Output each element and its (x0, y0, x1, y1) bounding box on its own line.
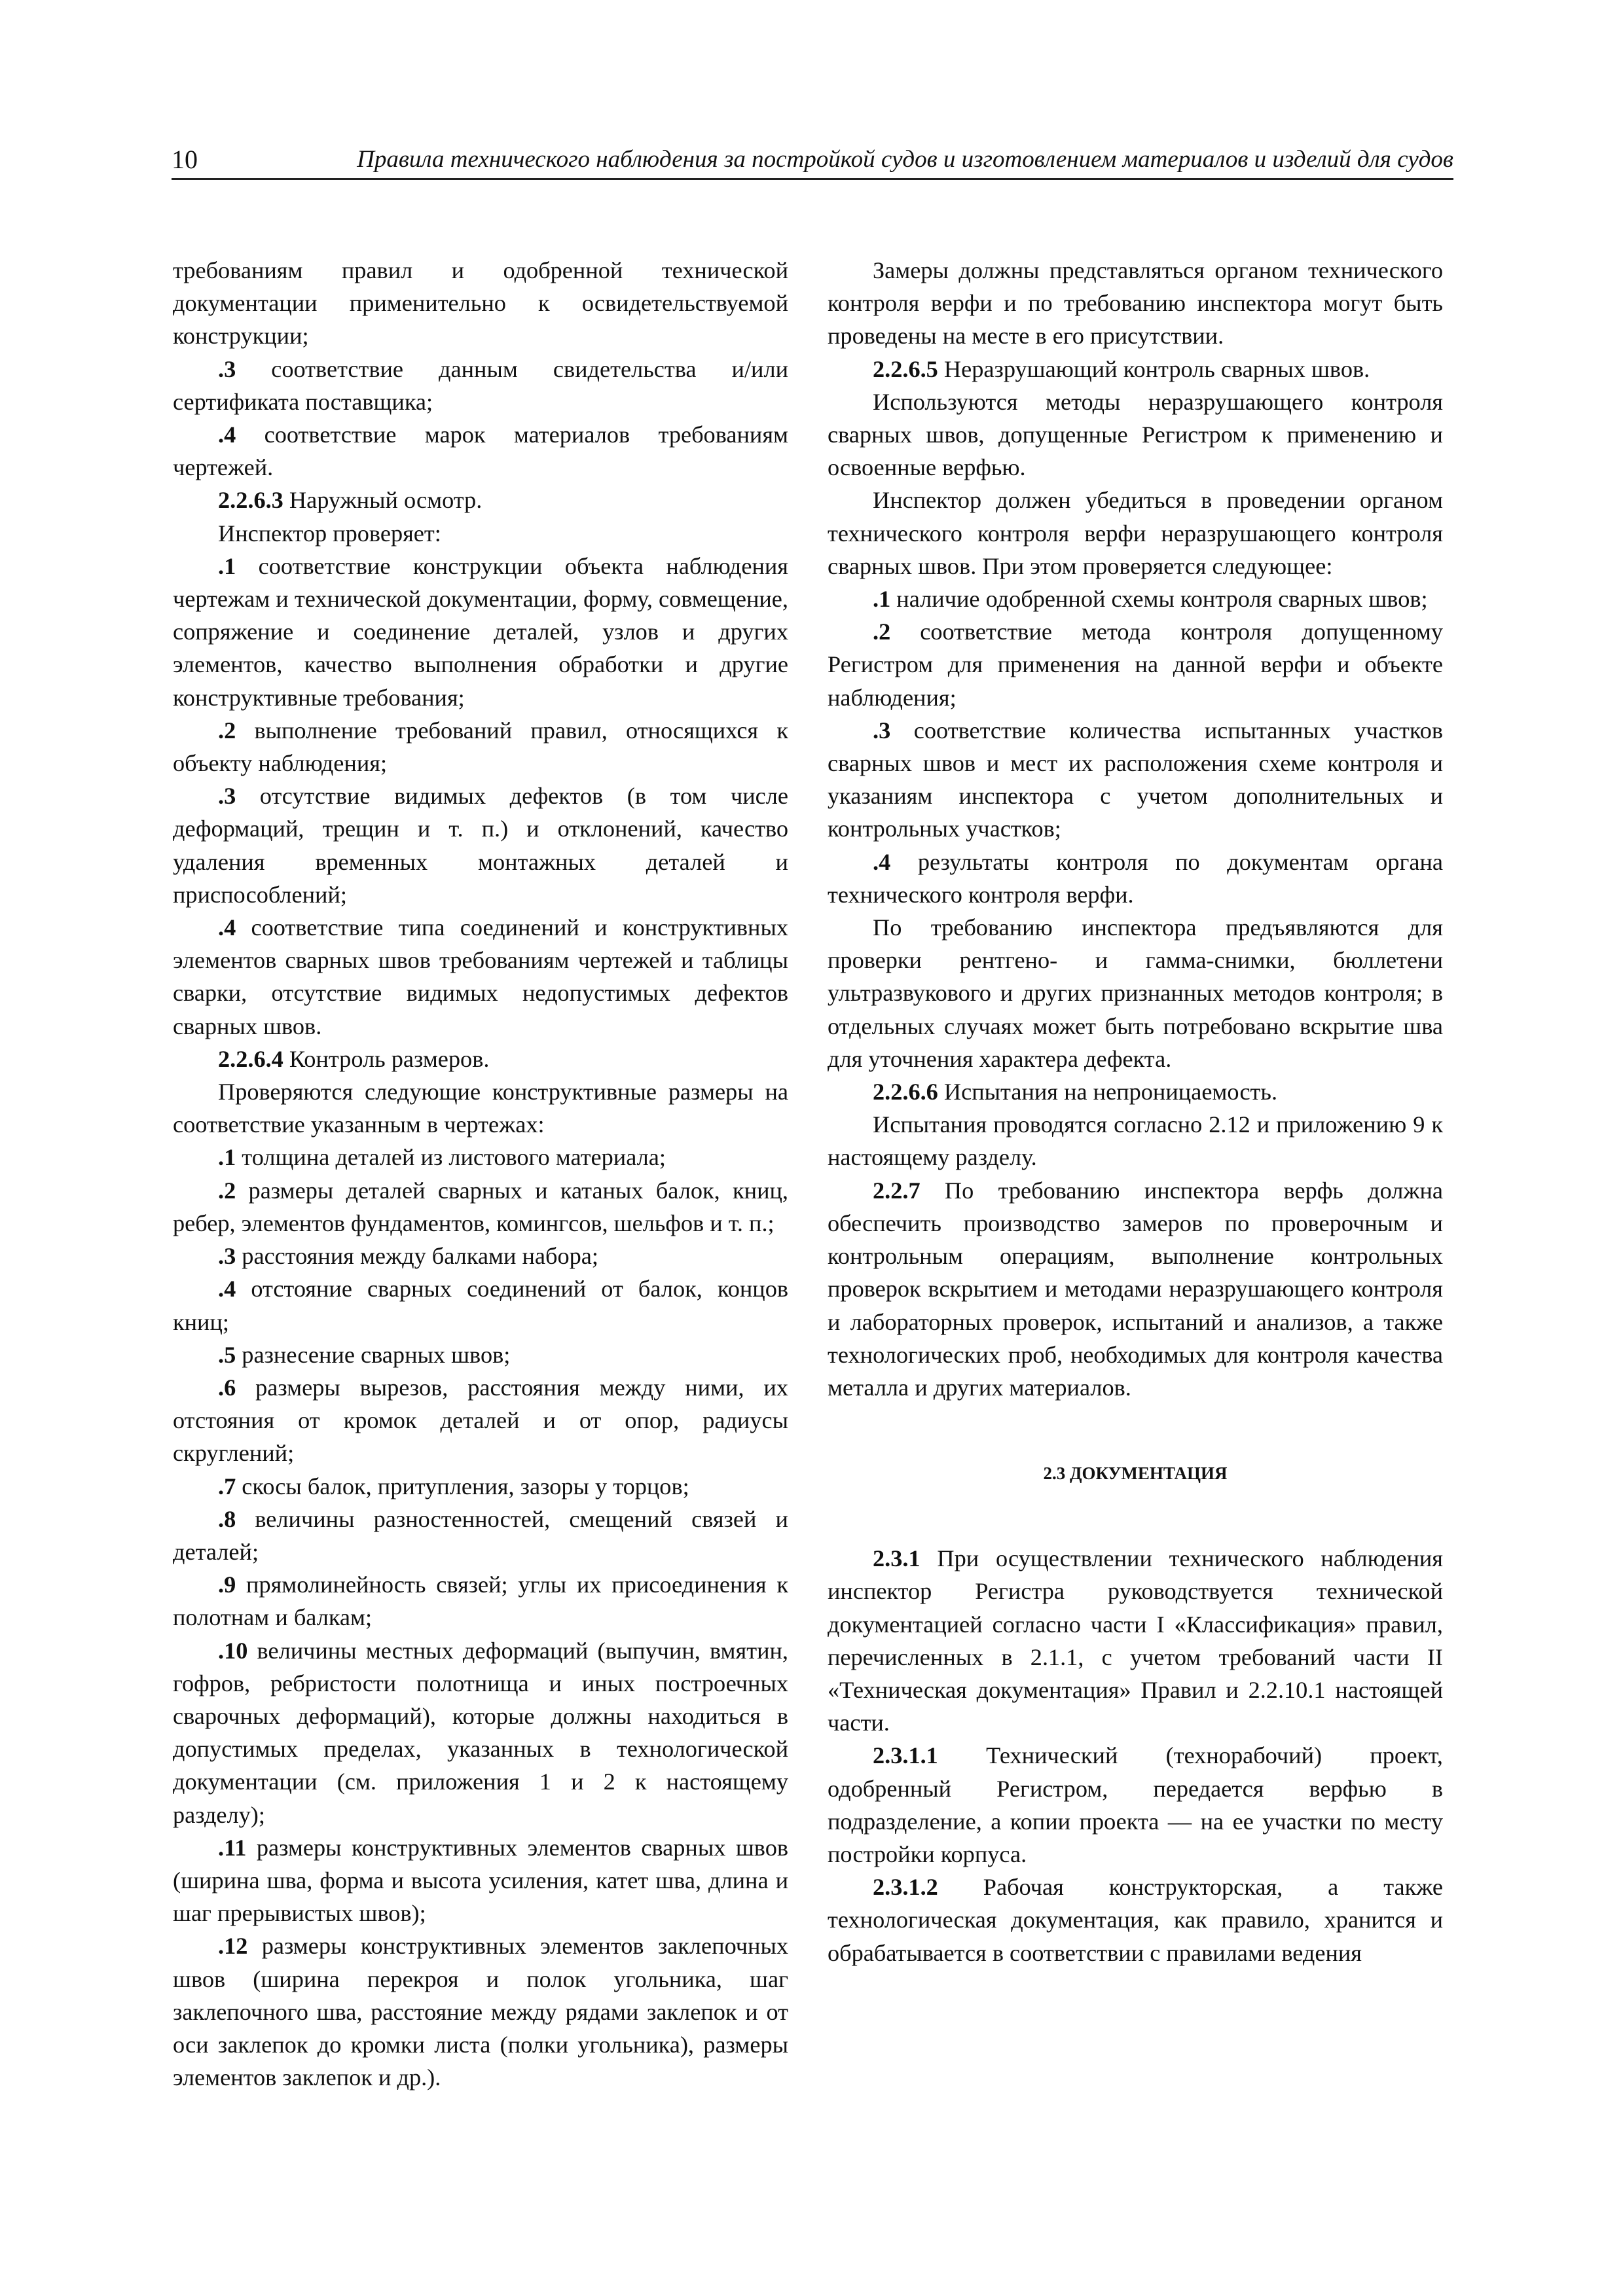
paragraph (828, 1871, 1443, 1969)
right-column-top (828, 254, 1443, 1404)
paragraph (173, 1568, 788, 1634)
clause-number: .3 (218, 1243, 236, 1270)
clause-number: .3 (218, 783, 236, 810)
clause-number: .10 (218, 1637, 248, 1664)
running-header (172, 139, 1453, 180)
paragraph-text: При осуществлении технического наблюдения инспектор Регистра руководствуется технической документацией согласно части I «Классификация» правил, перечисленных в 2.1.1, с учетом требований части II «Техническая документация» Правил и 2.2.10.1 настоящей части. (828, 1545, 1443, 1736)
paragraph-text: соответствие марок материалов требованиям чертежей. (173, 422, 788, 481)
clause-number: .2 (873, 619, 891, 645)
clause-number: .12 (218, 1933, 248, 1960)
paragraph (828, 1739, 1443, 1871)
paragraph (828, 911, 1443, 1075)
clause-number: 2.3.1 (873, 1545, 921, 1572)
paragraph (173, 1338, 788, 1371)
paragraph-text: Инспектор проверяет: (218, 520, 441, 547)
paragraph (828, 1075, 1443, 1108)
paragraph (173, 254, 788, 353)
paragraph-text: толщина деталей из листового материала; (236, 1144, 666, 1171)
paragraph-text: размеры вырезов, расстояния между ними, их отстояния от кромок деталей и от опор, радиусы скруглений; (173, 1374, 788, 1467)
clause-number: .2 (218, 717, 236, 744)
right-column-bottom (828, 1542, 1443, 1969)
paragraph-text: прямолинейность связей; углы их присоединения к полотнам и балкам; (173, 1571, 788, 1631)
clause-number: .4 (218, 422, 236, 448)
paragraph-text: Испытания проводятся согласно 2.12 и приложению 9 к настоящему разделу. (828, 1111, 1443, 1171)
paragraph (173, 1929, 788, 2094)
paragraph-text: отсутствие видимых дефектов (в том числе деформаций, трещин и т. п.) и отклонений, качество удаления временных монтажных деталей и приспособлений; (173, 783, 788, 908)
paragraph-text: результаты контроля по документам органа технического контроля верфи. (828, 848, 1443, 908)
clause-number: 2.3.1.2 (873, 1874, 938, 1901)
paragraph (173, 1141, 788, 1174)
clause-number: 2.3.1.1 (873, 1742, 938, 1769)
clause-number: .4 (218, 914, 236, 941)
paragraph (828, 583, 1443, 615)
paragraph-text: разнесение сварных швов; (236, 1341, 511, 1368)
paragraph-text: отстояние сварных соединений от балок, концов книц; (173, 1276, 788, 1335)
clause-number: .11 (218, 1834, 247, 1861)
paragraph-text: размеры деталей сварных и катаных балок, книц, ребер, элементов фундаментов, комингсов, шельфов и т. п.; (173, 1177, 788, 1236)
paragraph-text: Рабочая конструкторская, а также технологическая документация, как правило, хранится и обрабатывается в соответствии с правилами ведения (828, 1874, 1443, 1966)
paragraph-text: По требованию инспектора верфь должна обеспечить производство замеров по проверочным и контрольным операциям, выполнение контрольных проверок вскрытием и методами неразрушающего контроля и лабораторных проверок, испытаний и анализов, а также технологических проб, необходимых для контроля качества металла и других материалов. (828, 1177, 1443, 1401)
paragraph (173, 1470, 788, 1503)
paragraph (173, 550, 788, 714)
paragraph-text: Используются методы неразрушающего контроля сварных швов, допущенные Регистром к применению и освоенные верфью. (828, 388, 1443, 481)
paragraph-text: Испытания на непроницаемость. (938, 1079, 1278, 1105)
clause-number: .3 (218, 355, 236, 382)
paragraph (173, 780, 788, 911)
section-heading: 2.3 ДОКУМЕНТАЦИЯ (1043, 1463, 1228, 1484)
paragraph (173, 517, 788, 550)
clause-number: .2 (218, 1177, 236, 1204)
paragraph-text: величины местных деформаций (выпучин, вмятин, гофров, ребристости полотнища и иных построечных сварочных деформаций), которые должны находиться в допустимых пределах, указанных в технологической документации (см. приложения 1 и 2 к настоящему разделу); (173, 1637, 788, 1828)
paragraph (173, 353, 788, 418)
clause-number: 2.2.6.3 (218, 487, 283, 514)
paragraph-text: размеры конструктивных элементов заклепочных швов (ширина перекроя и полок угольника, шаг заклепочного шва, расстояние между рядами заклепок и от оси заклепок до кромки листа (полки угольника), размеры элементов заклепок и др.). (173, 1933, 788, 2091)
clause-number: .7 (218, 1473, 236, 1499)
clause-number: 2.2.6.4 (218, 1045, 283, 1072)
paragraph-text: расстояния между балками набора; (236, 1243, 598, 1270)
paragraph (173, 418, 788, 484)
clause-number: .1 (873, 586, 891, 613)
paragraph-text: Проверяются следующие конструктивные размеры на соответствие указанным в чертежах: (173, 1079, 788, 1138)
paragraph-text: Неразрушающий контроль сварных швов. (938, 355, 1370, 382)
paragraph-text: наличие одобренной схемы контроля сварных швов; (890, 586, 1428, 613)
paragraph (173, 911, 788, 1043)
clause-number: .5 (218, 1341, 236, 1368)
paragraph-text: скосы балок, притупления, зазоры у торцов; (236, 1473, 689, 1499)
paragraph (828, 386, 1443, 484)
paragraph (173, 1371, 788, 1470)
paragraph (828, 1108, 1443, 1174)
clause-number: 2.2.6.5 (873, 355, 938, 382)
right-column (828, 254, 1443, 1969)
paragraph-text: величины разностенностей, смещений связей и деталей; (173, 1505, 788, 1565)
paragraph (173, 714, 788, 780)
paragraph (173, 1075, 788, 1141)
paragraph-text: Замеры должны представляться органом технического контроля верфи и по требованию инспектора могут быть проведены на месте в его присутствии. (828, 257, 1443, 350)
paragraph (828, 714, 1443, 846)
paragraph (828, 1174, 1443, 1404)
running-title: Правила технического наблюдения за постройкой судов и изготовлением материалов и изделий для судов (357, 146, 1453, 173)
clause-number: .1 (218, 1144, 236, 1171)
paragraph (828, 1542, 1443, 1739)
paragraph (173, 1831, 788, 1930)
clause-number: 2.2.7 (873, 1177, 921, 1204)
paragraph (828, 615, 1443, 714)
paragraph (173, 1634, 788, 1831)
paragraph (173, 1240, 788, 1272)
clause-number: .8 (218, 1505, 236, 1532)
paragraph (173, 1503, 788, 1568)
paragraph (173, 1043, 788, 1075)
paragraph-text: требованиям правил и одобренной технической документации применительно к освидетельствуемой конструкции; (173, 257, 788, 350)
paragraph (173, 484, 788, 516)
page-number: 10 (172, 145, 198, 174)
paragraph-text: размеры конструктивных элементов сварных швов (ширина шва, форма и высота усиления, катет шва, длина и шаг прерывистых швов); (173, 1834, 788, 1927)
paragraph-text: По требованию инспектора предъявляются для проверки рентгено- и гамма-снимки, бюллетени ультразвукового и других признанных методов контроля; в отдельных случаях может быть потребовано вскрытие шва для уточнения характера дефекта. (828, 914, 1443, 1072)
paragraph-text: Наружный осмотр. (283, 487, 483, 514)
paragraph-text: соответствие количества испытанных участков сварных швов и мест их расположения схеме контроля и указаниям инспектора с учетом дополнительных и контрольных участков; (828, 717, 1443, 842)
paragraph-text: соответствие данным свидетельства и/или сертификата поставщика; (173, 355, 788, 415)
left-column (173, 254, 788, 2094)
clause-number: .6 (218, 1374, 236, 1401)
paragraph-text: соответствие типа соединений и конструктивных элементов сварных швов требованиям чертежей и таблицы сварки, отсутствие видимых недопустимых дефектов сварных швов. (173, 914, 788, 1039)
paragraph-text: Контроль размеров. (283, 1045, 490, 1072)
clause-number: 2.2.6.6 (873, 1079, 938, 1105)
paragraph-text: Технический (технорабочий) проект, одобренный Регистром, передается верфью в подразделение, а копии проекта — на ее участки по месту постройки корпуса. (828, 1742, 1443, 1867)
paragraph-text: Инспектор должен убедиться в проведении органом технического контроля верфи неразрушающего контроля сварных швов. При этом проверяется следующее: (828, 487, 1443, 579)
paragraph-text: соответствие конструкции объекта наблюдения чертежам и технической документации, форму, совмещение, сопряжение и соединение деталей, узлов и других элементов, качество выполнения обработки и другие конструктивные требования; (173, 552, 788, 711)
paragraph (828, 846, 1443, 911)
clause-number: .9 (218, 1571, 236, 1598)
clause-number: .1 (218, 552, 236, 579)
paragraph (173, 1174, 788, 1240)
paragraph-text: соответствие метода контроля допущенному Регистром для применения на данной верфи и объекте наблюдения; (828, 619, 1443, 711)
clause-number: .3 (873, 717, 891, 744)
clause-number: .4 (218, 1276, 236, 1302)
paragraph (828, 484, 1443, 583)
paragraph-text: выполнение требований правил, относящихся к объекту наблюдения; (173, 717, 788, 777)
paragraph (828, 353, 1443, 386)
clause-number: .4 (873, 848, 891, 875)
paragraph (828, 254, 1443, 353)
paragraph (173, 1272, 788, 1338)
